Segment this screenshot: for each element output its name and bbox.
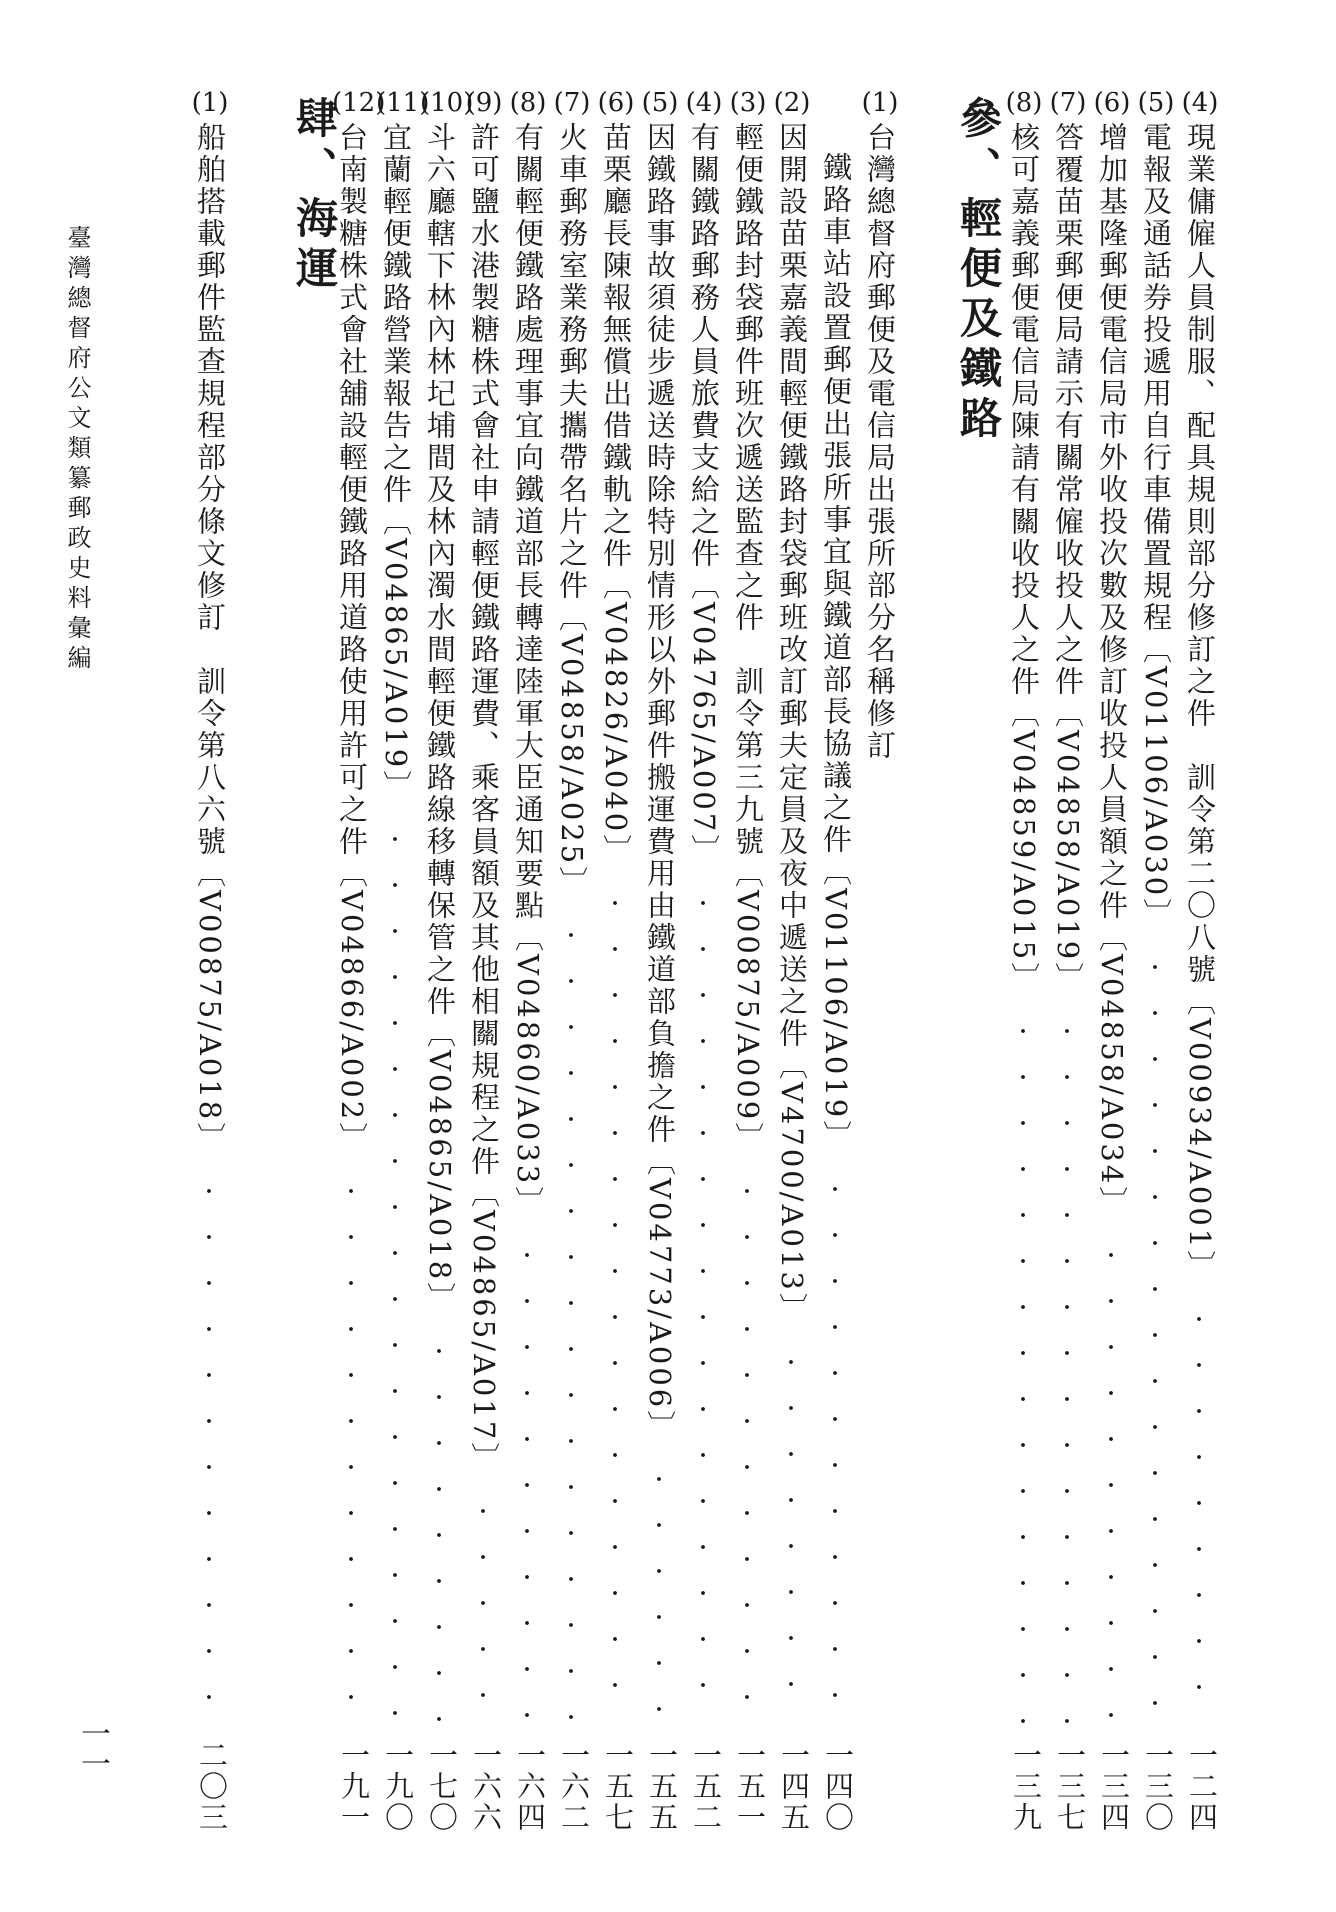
entry-number: (12): [332, 88, 386, 118]
toc-entry[interactable]: [1136, 0, 1176, 1912]
page-number: 一五一: [733, 1740, 767, 1833]
toc-entry[interactable]: [332, 0, 386, 1912]
page-number: 一三九: [1009, 1740, 1043, 1833]
entry-title: 船舶搭載郵件監查規程部分條文修訂 訓令第八六號〔V00875/A018〕: [193, 122, 227, 1155]
entry-title: 苗栗廳長陳報無償出借鐵軌之件〔V04826/A040〕: [599, 122, 633, 867]
entry-number: (3): [729, 88, 767, 118]
entry-number: (2): [773, 88, 811, 118]
entry-title: 核可嘉義郵便電信局陳請有關收投人之件〔V04859/A015〕: [1007, 122, 1041, 995]
dot-leader: [698, 880, 708, 1728]
entry-title: 現業傭僱人員制服、配具規則部分修訂之件 訓令第二〇八號〔V00934/A001〕: [1183, 122, 1217, 1283]
dot-leader: [204, 1168, 214, 1728]
page-number: 一六四: [513, 1740, 547, 1833]
section-heading-shipping: 肆、海運: [290, 96, 339, 296]
dot-leader: [522, 1232, 532, 1728]
toc-entry[interactable]: [508, 0, 548, 1912]
entry-number: (1): [861, 88, 899, 118]
dot-leader: [1062, 1008, 1072, 1728]
dot-leader: [346, 1168, 356, 1728]
toc-entry[interactable]: [596, 0, 636, 1912]
entry-title: 電報及通話券投遞用自行車備置規程〔V01106/A030〕: [1139, 122, 1173, 931]
page-number: 一六二: [557, 1740, 591, 1833]
toc-entry[interactable]: [1048, 0, 1088, 1912]
page-number: 一四〇: [821, 1740, 855, 1833]
entry-number: (7): [1049, 88, 1087, 118]
dot-leader: [1194, 1296, 1204, 1728]
toc-entry[interactable]: [860, 0, 900, 1912]
dot-leader: [610, 880, 620, 1728]
entry-title: 許可鹽水港製糖株式會社申請輕便鐵路運費、乘客員額及其他相關規程之件〔V04865/A017〕: [467, 122, 501, 1475]
entry-title: 宜蘭輕便鐵路營業報告之件〔V04865/A019〕: [379, 122, 413, 803]
entry-number: (1): [191, 88, 229, 118]
page-number: 一三七: [1053, 1740, 1087, 1833]
dot-leader: [654, 1456, 664, 1728]
toc-entry[interactable]: [376, 0, 430, 1912]
page-number: 一六六: [469, 1740, 503, 1833]
toc-entry[interactable]: [816, 0, 856, 1912]
entry-title: 台灣總督府郵便及電信局出張所部分名稱修訂: [863, 122, 897, 762]
dot-leader: [566, 912, 576, 1728]
entry-title: 因開設苗栗嘉義間輕便鐵路封袋郵班改訂郵夫定員及夜中遞送之件〔V4700/A013〕: [775, 122, 809, 1325]
toc-entry[interactable]: [420, 0, 474, 1912]
page-number: 一三四: [1097, 1740, 1131, 1833]
toc-entry[interactable]: [1180, 0, 1220, 1912]
running-title: 臺灣總督府公文類纂郵政史料彙編: [63, 225, 91, 675]
entry-number: (4): [685, 88, 723, 118]
page-number: 一七〇: [425, 1740, 459, 1833]
dot-leader: [434, 1328, 444, 1728]
entry-number: (10): [420, 88, 474, 118]
entry-number: (5): [1137, 88, 1175, 118]
page-number: 一九一: [337, 1740, 371, 1833]
section-heading-railway: 參、輕便及鐵路: [954, 96, 1003, 446]
toc-entry[interactable]: [728, 0, 768, 1912]
page-number: 一三〇: [1141, 1740, 1175, 1833]
entry-number: (6): [1093, 88, 1131, 118]
entry-title: 有關鐵路郵務人員旅費支給之件〔V04765/A007〕: [687, 122, 721, 867]
page-number: 一五五: [645, 1740, 679, 1833]
page-number: 一五七: [601, 1740, 635, 1833]
toc-entry[interactable]: [552, 0, 592, 1912]
entry-number: (9): [465, 88, 503, 118]
toc-entry[interactable]: [640, 0, 680, 1912]
toc-entry[interactable]: [1004, 0, 1044, 1912]
page-number: 一二四: [1185, 1740, 1219, 1833]
entry-title: 增加基隆郵便電信局市外收投次數及修訂收投人員額之件〔V04858/A034〕: [1095, 122, 1129, 1219]
entry-title: 因鐵路事故須徒步遞送時除特別情形以外郵件搬運費用由鐵道部負擔之件〔V04773/A006〕: [643, 122, 677, 1443]
dot-leader: [478, 1488, 488, 1728]
entry-title: 答覆苗栗郵便局請示有關常僱收投人之件〔V04858/A019〕: [1051, 122, 1085, 995]
page-number: 一五二: [689, 1740, 723, 1833]
entry-title: 鐵路車站設置郵便出張所事宜與鐵道部長協議之件〔V01106/A019〕: [819, 152, 853, 1153]
entry-number: (8): [1005, 88, 1043, 118]
toc-entry[interactable]: [464, 0, 504, 1912]
entry-title: 有關輕便鐵路處理事宜向鐵道部長轉達陸軍大臣通知要點〔V04860/A033〕: [511, 122, 545, 1219]
page-number: 一九〇: [381, 1740, 415, 1833]
entry-title: 火車郵務室業務郵夫攜帶名片之件〔V04858/A025〕: [555, 122, 589, 899]
dot-leader: [830, 1166, 840, 1728]
entry-number: (4): [1181, 88, 1219, 118]
folio-number: 一一: [75, 1718, 110, 1778]
dot-leader: [390, 816, 400, 1728]
entry-number: (6): [597, 88, 635, 118]
entry-title: 斗六廳轄下林內林圮埔間及林內濁水間輕便鐵路線移轉保管之件〔V04865/A018〕: [423, 122, 457, 1315]
dot-leader: [786, 1339, 796, 1728]
entry-number: (11): [376, 88, 430, 118]
toc-entry[interactable]: [1092, 0, 1132, 1912]
entry-title: 輕便鐵路封袋郵件班次遞送監查之件 訓令第三九號〔V00875/A009〕: [731, 122, 765, 1155]
toc-entry[interactable]: [190, 0, 230, 1912]
page-number: 二〇三: [195, 1740, 229, 1833]
entry-number: (5): [641, 88, 679, 118]
dot-leader: [1106, 1232, 1116, 1728]
dot-leader: [742, 1168, 752, 1728]
dot-leader: [1018, 1008, 1028, 1728]
dot-leader: [1150, 944, 1160, 1728]
page-number: 一四五: [777, 1740, 811, 1833]
toc-entry[interactable]: [684, 0, 724, 1912]
entry-number: (7): [553, 88, 591, 118]
toc-entry[interactable]: [772, 0, 812, 1912]
entry-number: (8): [509, 88, 547, 118]
entry-title: 台南製糖株式會社舖設輕便鐵路用道路使用許可之件〔V04866/A002〕: [335, 122, 369, 1155]
